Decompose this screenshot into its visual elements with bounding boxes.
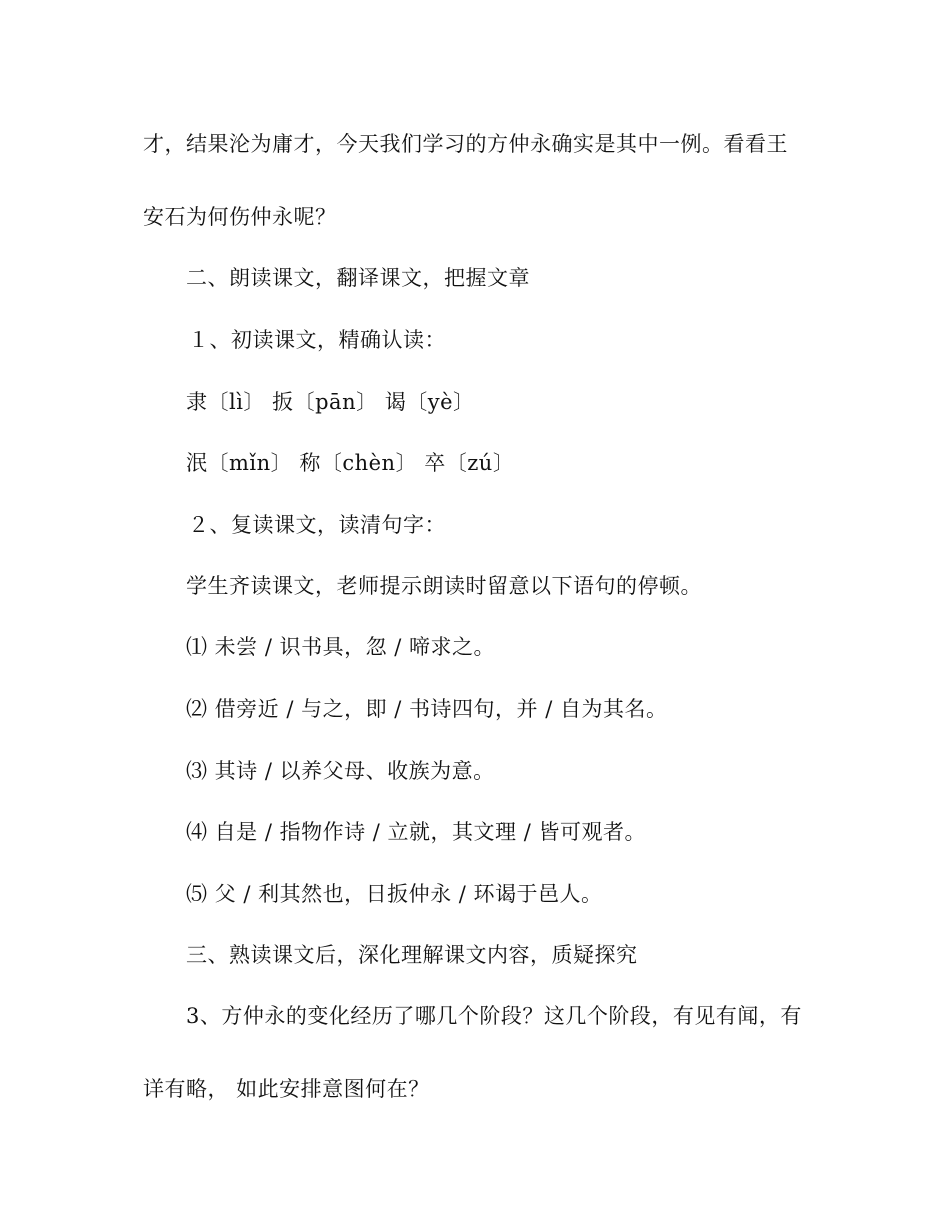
- paragraph-line-continuation-end: 安石为何伤仲永呢？: [143, 205, 337, 229]
- section-heading-3: 三、熟读课文后，深化理解课文内容，质疑探究: [186, 943, 638, 967]
- sentence-pause-3: ⑶ 其诗 / 以养父母、收族为意。: [186, 759, 495, 783]
- pronunciation-line-2: 泯〔mǐn〕 称〔chèn〕 卒〔zú〕: [186, 451, 515, 475]
- pronunciation-line-1: 隶〔lì〕 扳〔pān〕 谒〔yè〕: [186, 390, 475, 414]
- instruction-paragraph: 学生齐读课文，老师提示朗读时留意以下语句的停顿。: [186, 574, 702, 598]
- paragraph-line-continuation: 才，结果沦为庸才，今天我们学习的方仲永确实是其中一例。看看王: [143, 132, 788, 156]
- sentence-pause-2: ⑵ 借旁近 / 与之，即 / 书诗四句，并 / 自为其名。: [186, 697, 668, 721]
- sentence-pause-5: ⑸ 父 / 利其然也，日扳仲永 / 环谒于邑人。: [186, 882, 603, 906]
- question-line-1: 3、方仲永的变化经历了哪几个阶段？这几个阶段，有见有闻，有: [186, 1004, 802, 1028]
- sentence-pause-1: ⑴ 未尝 / 识书具，忽 / 啼求之。: [186, 635, 496, 659]
- sentence-pause-4: ⑷ 自是 / 指物作诗 / 立就，其文理 / 皆可观者。: [186, 820, 646, 844]
- section-heading-2: 二、朗读课文，翻译课文，把握文章: [186, 266, 530, 290]
- step-heading-2: ２、复读课文，读清句字：: [188, 513, 446, 537]
- question-line-2: 详有略， 如此安排意图何在？: [143, 1077, 430, 1101]
- step-heading-1: １、初读课文，精确认读：: [188, 328, 446, 352]
